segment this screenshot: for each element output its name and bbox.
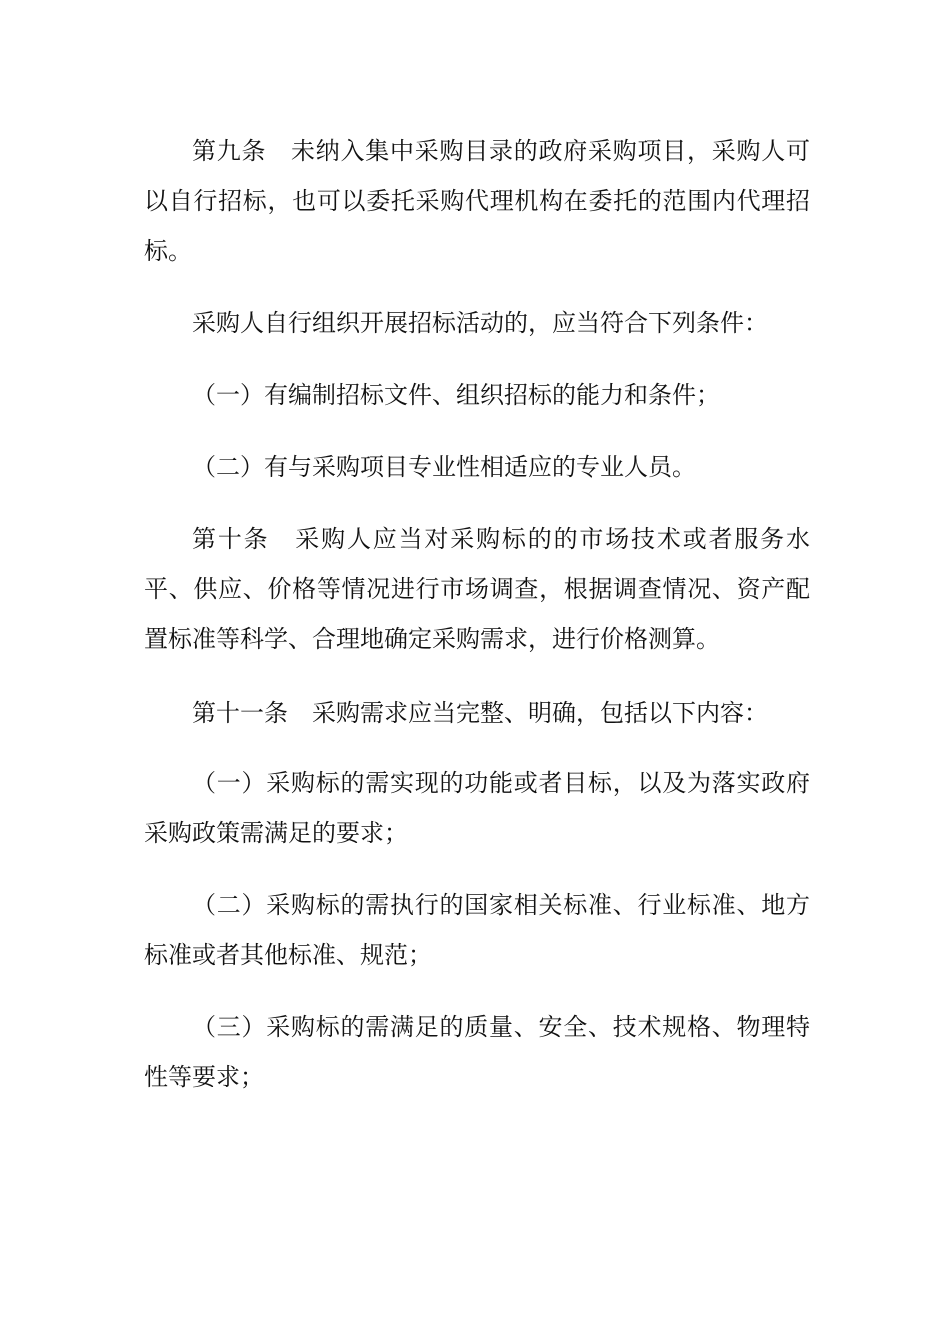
paragraph-requirement-2: （二）采购标的需执行的国家相关标准、行业标准、地方标准或者其他标准、规范； [144,891,810,969]
paragraph-condition-1: （一）有编制招标文件、组织招标的能力和条件； [192,381,720,409]
paragraph-requirement-3: （三）采购标的需满足的质量、安全、技术规格、物理特性等要求； [144,1013,810,1091]
paragraph-requirement-1: （一）采购标的需实现的功能或者目标，以及为落实政府采购政策需满足的要求； [144,769,810,847]
paragraph-article-9: 第九条 未纳入集中采购目录的政府采购项目，采购人可以自行招标，也可以委托采购代理机构在委托的范围内代理招标。 [144,137,810,265]
paragraph-self-organize-conditions: 采购人自行组织开展招标活动的，应当符合下列条件： [192,309,768,337]
paragraph-article-11: 第十一条 采购需求应当完整、明确，包括以下内容： [192,699,768,727]
paragraph-condition-2: （二）有与采购项目专业性相适应的专业人员。 [192,453,696,481]
paragraph-article-10: 第十条 采购人应当对采购标的的市场技术或者服务水平、供应、价格等情况进行市场调查，根据调查情况、资产配置标准等科学、合理地确定采购需求，进行价格测算。 [144,525,810,653]
